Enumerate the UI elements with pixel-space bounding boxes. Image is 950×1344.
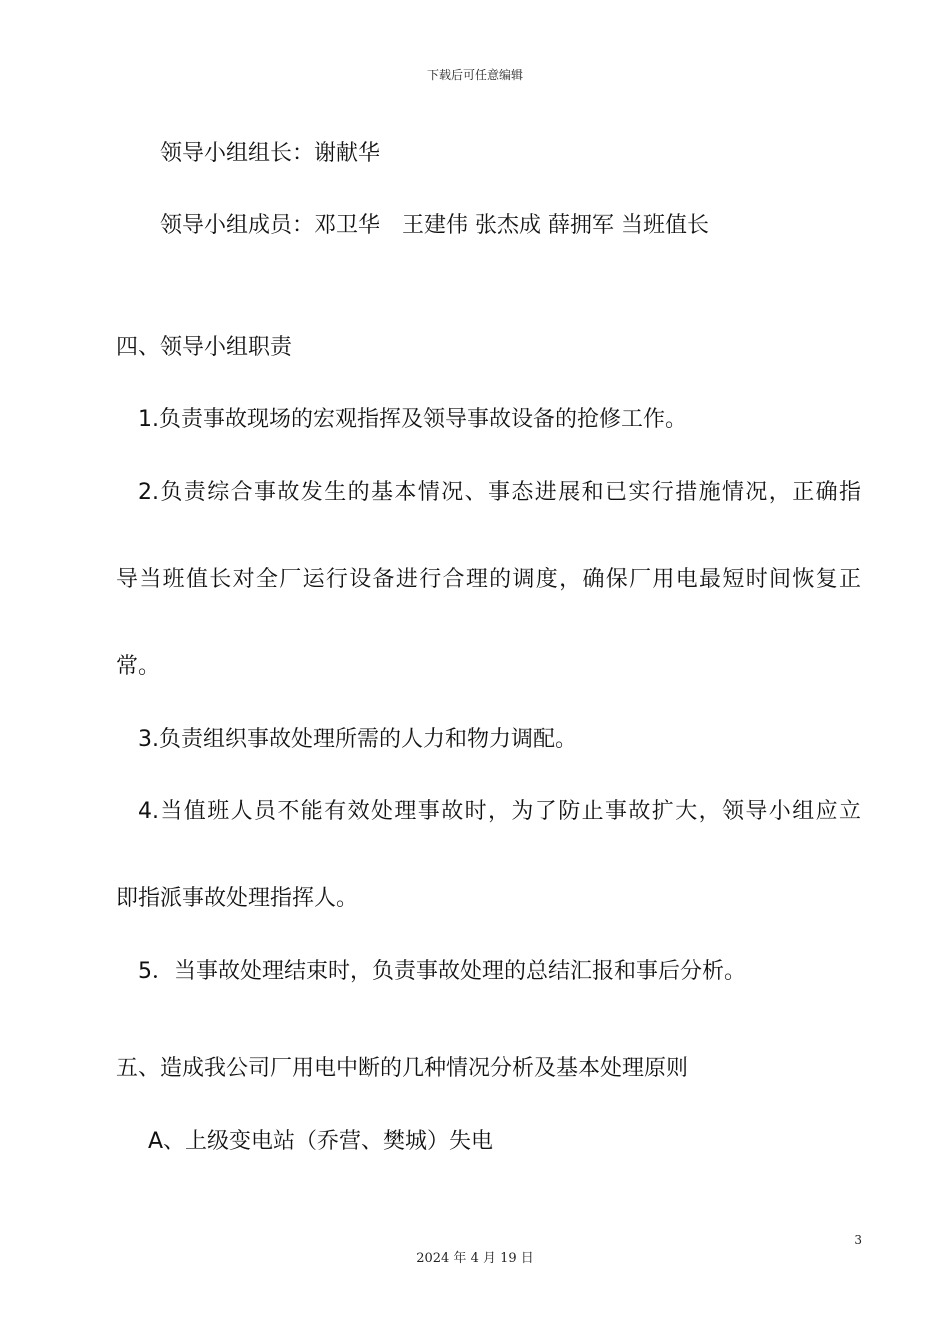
duty-item-3: 3.负责组织事故处理所需的人力和物力调配。 xyxy=(138,727,577,752)
duty-item-2-line-2: 导当班值长对全厂运行设备进行合理的调度，确保厂用电最短时间恢复正 xyxy=(116,567,861,592)
page-header: 下载后可任意编辑 xyxy=(426,68,523,82)
section-4-heading: 四、领导小组职责 xyxy=(116,335,293,360)
section-5-heading: 五、造成我公司厂用电中断的几种情况分析及基本处理原则 xyxy=(116,1056,689,1081)
duty-item-4-line-2: 即指派事故处理指挥人。 xyxy=(116,886,359,911)
duty-item-4-line-1: 4.当值班人员不能有效处理事故时，为了防止事故扩大，领导小组应立 xyxy=(138,799,861,824)
duty-item-2-line-3: 常。 xyxy=(116,654,161,679)
footer-date: 2024 年 4 月 19 日 xyxy=(416,1251,534,1266)
duty-item-2-line-1: 2.负责综合事故发生的基本情况、事态进展和已实行措施情况，正确指 xyxy=(138,480,861,505)
duty-item-5: 5．当事故处理结束时，负责事故处理的总结汇报和事后分析。 xyxy=(138,959,746,984)
subsection-a-heading: A、上级变电站（乔营、樊城）失电 xyxy=(148,1129,494,1154)
leader-line: 领导小组组长：谢献华 xyxy=(160,141,381,166)
duty-item-1: 1.负责事故现场的宏观指挥及领导事故设备的抢修工作。 xyxy=(138,407,687,432)
page-number: 3 xyxy=(854,1233,862,1247)
members-line: 领导小组成员：邓卫华 王建伟 张杰成 薛拥军 当班值长 xyxy=(160,213,709,238)
